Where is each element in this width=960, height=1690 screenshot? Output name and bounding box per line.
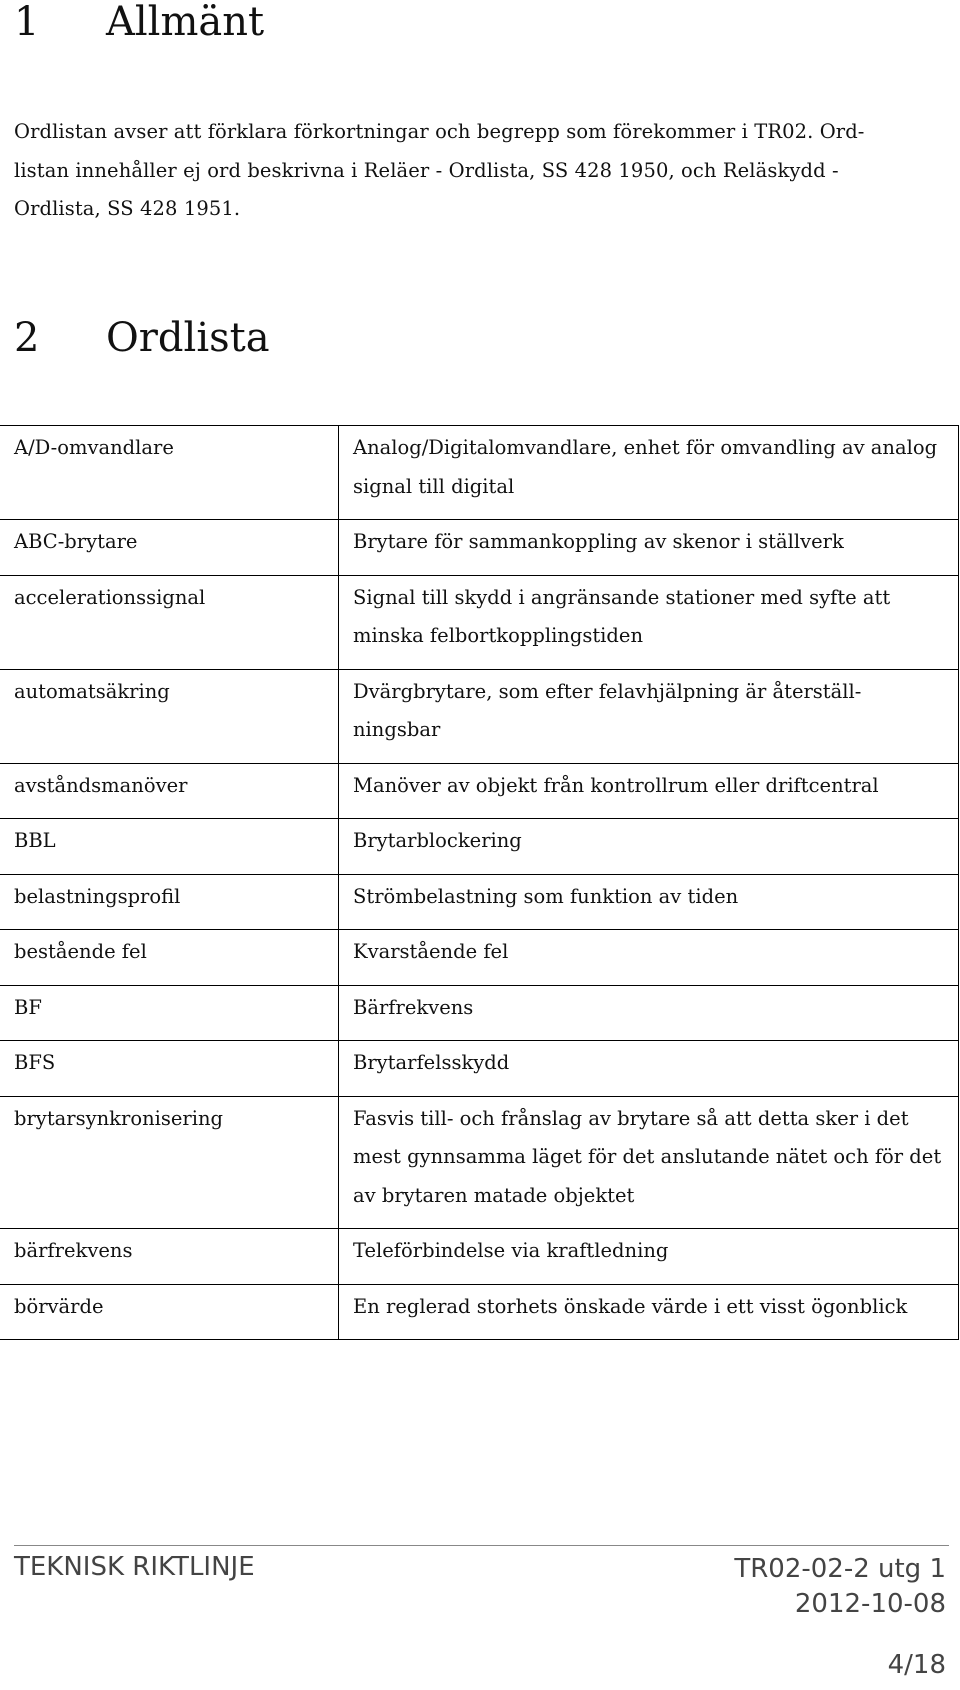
intro-line: Ordlista, SS 428 1951. — [14, 197, 241, 220]
intro-line: Ordlistan avser att förklara förkortningar och begrepp som förekommer i TR02. Ord- — [14, 120, 865, 143]
glossary-term: BF — [0, 985, 339, 1041]
section-2-number: 2 — [14, 315, 40, 361]
glossary-row — [0, 669, 959, 763]
glossary-row — [0, 819, 959, 875]
section-1-number: 1 — [14, 0, 40, 45]
glossary-definition: Kvarstående fel — [339, 930, 959, 986]
footer-doc-type: TEKNISK RIKTLINJE — [14, 1552, 255, 1582]
intro-paragraph — [14, 113, 919, 229]
glossary-definition: Teleförbindelse via kraftledning — [339, 1229, 959, 1285]
glossary-term: ABC-brytare — [0, 520, 339, 576]
glossary-definition: En reglerad storhets önskade värde i ett visst ögonblick — [339, 1284, 959, 1340]
footer-doc-info — [734, 1552, 946, 1622]
glossary-table — [0, 425, 959, 1340]
section-1-title: Allmänt — [106, 0, 265, 45]
glossary-definition: Brytarfelsskydd — [339, 1041, 959, 1097]
glossary-definition: Analog/Digitalomvandlare, enhet för omvandling av analog signal till digital — [339, 426, 959, 520]
section-2-title: Ordlista — [106, 315, 270, 361]
footer-doc-id: TR02-02-2 utg 1 — [734, 1554, 946, 1584]
section-1-heading — [14, 0, 264, 44]
glossary-term: A/D-omvandlare — [0, 426, 339, 520]
glossary-row — [0, 985, 959, 1041]
footer-divider — [14, 1545, 949, 1546]
glossary-definition: Brytarblockering — [339, 819, 959, 875]
glossary-definition: Signal till skydd i angränsande stationer med syfte att minska felbortkopplingstiden — [339, 575, 959, 669]
glossary-term: automatsäkring — [0, 669, 339, 763]
glossary-term: BFS — [0, 1041, 339, 1097]
page-number: 4/18 — [887, 1650, 946, 1680]
intro-line: listan innehåller ej ord beskrivna i Reläer - Ordlista, SS 428 1950, och Reläskydd - — [14, 158, 839, 182]
glossary-definition: Brytare för sammankoppling av skenor i ställverk — [339, 520, 959, 576]
glossary-row — [0, 874, 959, 930]
glossary-row — [0, 1284, 959, 1340]
glossary-term: BBL — [0, 819, 339, 875]
glossary-row — [0, 520, 959, 576]
glossary-definition: Manöver av objekt från kontrollrum eller driftcentral — [339, 763, 959, 819]
glossary-row — [0, 763, 959, 819]
glossary-term: brytarsynkronisering — [0, 1096, 339, 1229]
glossary-row — [0, 1229, 959, 1285]
glossary-definition: Dvärgbrytare, som efter felavhjälpning är återställ-ningsbar — [339, 669, 959, 763]
glossary-row — [0, 1041, 959, 1097]
glossary-term: accelerationssignal — [0, 575, 339, 669]
glossary-row — [0, 1096, 959, 1229]
footer-date: 2012-10-08 — [794, 1589, 946, 1619]
glossary-definition: Strömbelastning som funktion av tiden — [339, 874, 959, 930]
glossary-definition: Bärfrekvens — [339, 985, 959, 1041]
glossary-term: avståndsmanöver — [0, 763, 339, 819]
glossary-term: bärfrekvens — [0, 1229, 339, 1285]
glossary-row — [0, 426, 959, 520]
glossary-row — [0, 930, 959, 986]
glossary-row — [0, 575, 959, 669]
glossary-term: bestående fel — [0, 930, 339, 986]
glossary-term: belastningsprofil — [0, 874, 339, 930]
glossary-term: börvärde — [0, 1284, 339, 1340]
section-2-heading — [14, 316, 270, 360]
glossary-definition: Fasvis till- och frånslag av brytare så att detta sker i det mest gynnsamma läget för det anslutande nätet och för det av brytaren matade objektet — [339, 1096, 959, 1229]
